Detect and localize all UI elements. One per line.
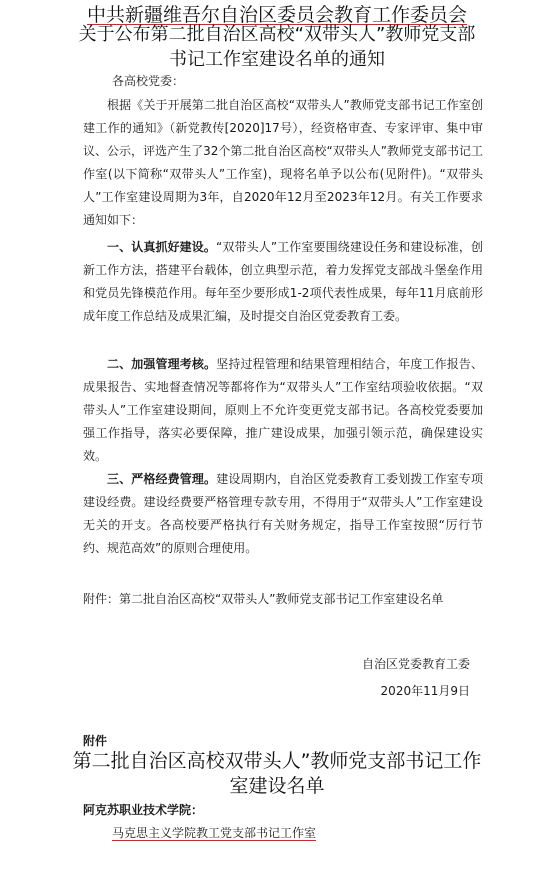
intro-paragraph: 根据《关于开展第二批自治区高校“双带头人”教师党支部书记工作室创建工作的通知》（新党教传[2020]17号），经资格审查、专家评审、集中审议、公示，评选产生了32个第二批自治区高校“双带头人”教师党支部书记工作室(以下简称“双带头人”工作室)，现将名单予以公布(见附件)。“双带头人”工作室建设周期为3年，自2020年12月至2023年12月。有关工作要求通知如下：: [83, 98, 483, 227]
attachment-note: 附件：第二批自治区高校“双带头人”教师党支部书记工作室建设名单: [83, 592, 444, 606]
signature-organization: 自治区党委教育工委: [361, 657, 470, 671]
requirement-heading: 三、严格经费管理。: [107, 472, 217, 486]
attachment-label: 附件: [83, 734, 108, 748]
salutation: 各高校党委：: [112, 74, 185, 88]
requirement-heading: 一、认真抓好建设。: [107, 240, 217, 254]
attachment-list-title: 第二批自治区高校双带头人”教师党支部书记工作室建设名单: [72, 750, 482, 797]
requirement-item-3: [83, 468, 483, 560]
school-name: 阿克苏职业技术学院：: [83, 803, 204, 817]
requirement-item-2: [83, 353, 483, 468]
requirement-text: 坚持过程管理和结果管理相结合，年度工作报告、成果报告、实地督查情况等都将作为“双带头人”工作室结项验收依据。“双带头人”工作室建设期间，原则上不允许变更党支部书记。各高校党委要加强工作指导，落实必要保障，推广建设成果，加强引领示范，确保建设实效。: [83, 357, 483, 463]
requirement-item-1: [83, 236, 483, 328]
office-entry: 马克思主义学院教工党支部书记工作室: [112, 826, 317, 840]
requirement-text: “双带头人”工作室要围绕建设任务和建设标准，创新工作方法，搭建平台载体，创立典型示范，着力发挥党支部战斗堡垒作用和党员先锋模范作用。每年至少要形成1-2项代表性成果，每年11月底前形成年度工作总结及成果汇编，及时提交自治区党委教育工委。: [83, 240, 483, 323]
signature-date: 2020年11月9日: [380, 684, 470, 698]
requirement-heading: 二、加强管理考核。: [107, 357, 217, 371]
issuing-organization: 中共新疆维吾尔自治区委员会教育工作委员会: [86, 4, 467, 26]
requirement-text: 建设周期内，自治区党委教育工委划拨工作室专项建设经费。建设经费要严格管理专款专用，不得用于“双带头人”工作室建设无关的开支。各高校要严格执行有关财务规定，指导工作室按照“厉行节约、规范高效”的原则合理使用。: [83, 472, 483, 555]
document-title: 关于公布第二批自治区高校“双带头人”教师党支部书记工作室建设名单的通知: [78, 24, 476, 70]
